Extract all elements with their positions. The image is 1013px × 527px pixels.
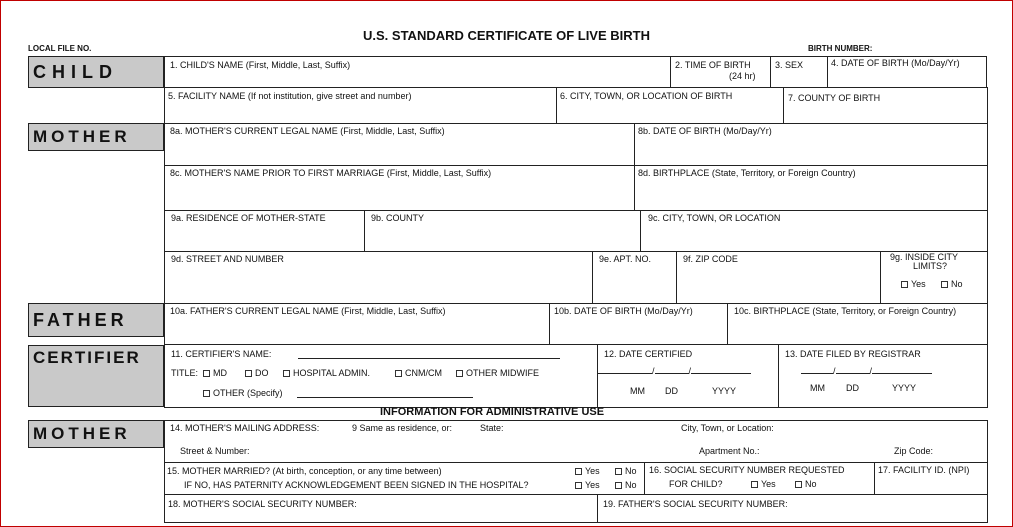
mother-ssn-field[interactable] <box>164 494 598 523</box>
residence-state-label: 9a. RESIDENCE OF MOTHER-STATE <box>171 213 326 223</box>
time-of-birth-field[interactable] <box>670 56 771 88</box>
date-certified-label: 12. DATE CERTIFIED <box>604 349 693 359</box>
mother-prior-name-label: 8c. MOTHER'S NAME PRIOR TO FIRST MARRIAGE (First, Middle, Last, Suffix) <box>170 168 492 178</box>
date-certified-blanks: / / <box>598 366 758 376</box>
inside-city-limits-field <box>880 251 988 304</box>
street-number-field[interactable] <box>164 251 593 304</box>
father-birthplace-label: 10c. BIRTHPLACE (State, Territory, or Foreign Country) <box>734 306 957 316</box>
title-hospital-admin-option[interactable]: HOSPITAL ADMIN. <box>283 368 370 378</box>
checkbox-icon <box>203 390 210 397</box>
checkbox-icon <box>901 281 908 288</box>
title-label: TITLE: <box>171 368 199 378</box>
date-of-birth-field[interactable] <box>827 56 987 88</box>
date-filed-field[interactable] <box>778 344 988 408</box>
mother-married-label: 15. MOTHER MARRIED? (At birth, conception, or any time between) <box>167 466 442 476</box>
limits-label: LIMITS? <box>913 261 948 271</box>
mother-legal-name-field[interactable] <box>164 123 635 166</box>
ssn-request-field <box>644 462 875 495</box>
residence-city-label: 9c. CITY, TOWN, OR LOCATION <box>648 213 781 223</box>
checkbox-icon <box>751 481 758 488</box>
sex-field[interactable] <box>770 56 828 88</box>
ssn-for-child-label: FOR CHILD? <box>669 479 723 489</box>
street-label: Street & Number: <box>180 446 250 456</box>
mother-dob-field[interactable] <box>634 123 988 166</box>
mother-dob-label: 8b. DATE OF BIRTH (Mo/Day/Yr) <box>638 126 772 136</box>
checkbox-icon <box>615 482 622 489</box>
inside-city-label: 9g. INSIDE CITY <box>890 252 959 262</box>
checkbox-icon <box>941 281 948 288</box>
date-filed-yyyy: YYYY <box>892 383 917 393</box>
father-legal-name-field[interactable] <box>164 303 550 345</box>
checkbox-icon <box>615 468 622 475</box>
date-certified-field[interactable] <box>597 344 779 408</box>
birth-number-label: BIRTH NUMBER: <box>808 44 873 53</box>
certifier-name-line[interactable] <box>298 358 560 359</box>
certifier-name-label: 11. CERTIFIER'S NAME: <box>171 349 272 359</box>
father-birthplace-field[interactable] <box>727 303 988 345</box>
mother-birthplace-label: 8d. BIRTHPLACE (State, Territory, or Foreign Country) <box>638 168 856 178</box>
facility-name-label: 5. FACILITY NAME (If not institution, give street and number) <box>168 91 412 101</box>
other-specify-line[interactable] <box>297 397 473 398</box>
apartment-label: Apartment No.: <box>699 446 760 456</box>
paternity-label: IF NO, HAS PATERNITY ACKNOWLEDGEMENT BEEN SIGNED IN THE HOSPITAL? <box>184 480 529 490</box>
father-ssn-label: 19. FATHER'S SOCIAL SECURITY NUMBER: <box>603 499 788 509</box>
checkbox-icon <box>575 468 582 475</box>
mailing-address-field[interactable] <box>164 420 988 463</box>
residence-county-field[interactable] <box>364 210 641 252</box>
date-certified-dd: DD <box>665 386 678 396</box>
same-as-residence-label[interactable]: 9 Same as residence, or: <box>352 423 453 433</box>
section-child: CHILD <box>28 56 164 88</box>
father-legal-name-label: 10a. FATHER'S CURRENT LEGAL NAME (First, Middle, Last, Suffix) <box>170 306 446 316</box>
date-filed-label: 13. DATE FILED BY REGISTRAR <box>785 349 921 359</box>
zip-code-label: 9f. ZIP CODE <box>683 254 738 264</box>
title-other-midwife-option[interactable]: OTHER MIDWIFE <box>456 368 539 378</box>
father-ssn-field[interactable] <box>597 494 988 523</box>
title-cnm-option[interactable]: CNM/CM <box>395 368 442 378</box>
title-md-option[interactable]: MD <box>203 368 227 378</box>
father-dob-field[interactable] <box>549 303 728 345</box>
ssn-no-option[interactable]: No <box>795 479 817 489</box>
paternity-no-option[interactable]: No <box>615 480 637 490</box>
apt-no-field[interactable] <box>592 251 677 304</box>
child-name-field[interactable] <box>164 56 671 88</box>
checkbox-icon <box>245 370 252 377</box>
zip-code-field[interactable] <box>676 251 881 304</box>
married-yes-option[interactable]: Yes <box>575 466 600 476</box>
mother-birthplace-field[interactable] <box>634 165 988 211</box>
sex-label: 3. SEX <box>775 60 804 70</box>
date-filed-blanks: / / <box>801 366 961 376</box>
section-certifier: CERTIFIER <box>28 345 164 407</box>
title-other-option[interactable]: OTHER (Specify) <box>203 388 283 398</box>
residence-county-label: 9b. COUNTY <box>371 213 425 223</box>
date-certified-yyyy: YYYY <box>712 386 737 396</box>
local-file-no-label: LOCAL FILE NO. <box>28 44 92 53</box>
apt-no-label: 9e. APT. NO. <box>599 254 652 264</box>
mother-married-field <box>164 462 645 495</box>
mother-legal-name-label: 8a. MOTHER'S CURRENT LEGAL NAME (First, Middle, Last, Suffix) <box>170 126 445 136</box>
ssn-yes-option[interactable]: Yes <box>751 479 776 489</box>
paternity-yes-option[interactable]: Yes <box>575 480 600 490</box>
facility-id-label: 17. FACILITY ID. (NPI) <box>878 465 970 475</box>
zip-label: Zip Code: <box>894 446 934 456</box>
city-town-label: City, Town, or Location: <box>681 423 774 433</box>
state-label: State: <box>480 423 504 433</box>
facility-name-field[interactable] <box>164 87 557 124</box>
inside-city-no-option[interactable]: No <box>941 279 963 289</box>
date-certified-mm: MM <box>630 386 645 396</box>
title-do-option[interactable]: DO <box>245 368 269 378</box>
date-of-birth-label: 4. DATE OF BIRTH (Mo/Day/Yr) <box>831 58 960 68</box>
county-of-birth-field[interactable] <box>783 87 988 124</box>
form-title: U.S. STANDARD CERTIFICATE OF LIVE BIRTH <box>363 28 650 43</box>
inside-city-yes-option[interactable]: Yes <box>901 279 926 289</box>
mailing-address-label: 14. MOTHER'S MAILING ADDRESS: <box>170 423 320 433</box>
checkbox-icon <box>395 370 402 377</box>
checkbox-icon <box>203 370 210 377</box>
street-number-label: 9d. STREET AND NUMBER <box>171 254 284 264</box>
section-father: FATHER <box>28 303 164 337</box>
checkbox-icon <box>575 482 582 489</box>
married-no-option[interactable]: No <box>615 466 637 476</box>
date-filed-mm: MM <box>810 383 825 393</box>
checkbox-icon <box>283 370 290 377</box>
certifier-field <box>164 344 598 408</box>
date-filed-dd: DD <box>846 383 859 393</box>
father-dob-label: 10b. DATE OF BIRTH (Mo/Day/Yr) <box>554 306 693 316</box>
city-of-birth-label: 6. CITY, TOWN, OR LOCATION OF BIRTH <box>560 91 733 101</box>
mother-ssn-label: 18. MOTHER'S SOCIAL SECURITY NUMBER: <box>168 499 357 509</box>
county-of-birth-label: 7. COUNTY OF BIRTH <box>788 93 881 103</box>
checkbox-icon <box>795 481 802 488</box>
admin-header: INFORMATION FOR ADMINISTRATIVE USE <box>380 406 605 418</box>
residence-state-field[interactable] <box>164 210 365 252</box>
child-name-label: 1. CHILD'S NAME (First, Middle, Last, Suffix) <box>170 60 351 70</box>
city-of-birth-field[interactable] <box>556 87 784 124</box>
time-of-birth-label: 2. TIME OF BIRTH <box>675 60 751 70</box>
time-of-birth-unit: (24 hr) <box>729 71 756 81</box>
facility-id-field[interactable] <box>874 462 988 495</box>
checkbox-icon <box>456 370 463 377</box>
residence-city-field[interactable] <box>640 210 988 252</box>
section-mother-admin: MOTHER <box>28 420 164 448</box>
mother-prior-name-field[interactable] <box>164 165 635 211</box>
ssn-request-label: 16. SOCIAL SECURITY NUMBER REQUESTED <box>649 465 845 475</box>
section-mother: MOTHER <box>28 123 164 151</box>
